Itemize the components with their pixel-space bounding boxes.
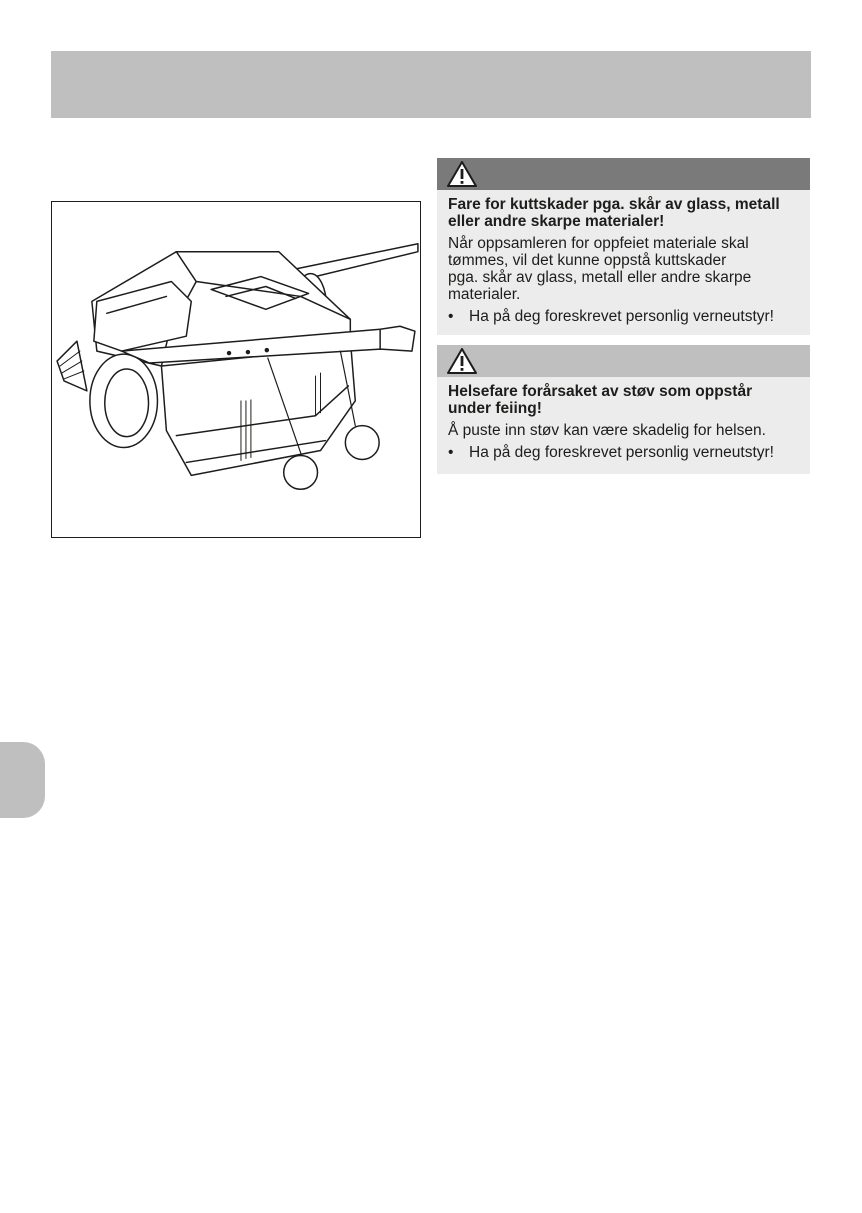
warning-title	[448, 383, 802, 417]
warning-bullet-text: Ha på deg foreskrevet personlig verneutstyr!	[469, 444, 774, 461]
warning-triangle-icon	[446, 160, 478, 188]
warning-text	[448, 422, 802, 439]
warning-bullet-text: Ha på deg foreskrevet personlig verneutstyr!	[469, 308, 774, 325]
warning-dust-health	[437, 345, 810, 474]
bullet-symbol: •	[448, 308, 454, 325]
chapter-header-band	[51, 51, 811, 118]
sweeper-illustration	[52, 202, 420, 537]
warning-title-line: eller andre skarpe materialer!	[448, 213, 665, 230]
warning-bullet	[448, 444, 802, 461]
warning-text-line: Når oppsamleren for oppfeiet materiale skal	[448, 235, 749, 252]
warning-title	[448, 196, 802, 230]
chapter-side-tab	[0, 742, 45, 818]
warning-bullet	[448, 308, 802, 325]
warning-text-line: tømmes, vil det kunne oppstå kuttskader	[448, 252, 727, 269]
warning-text-line: pga. skår av glass, metall eller andre skarpe	[448, 269, 752, 286]
warning-cut-injury	[437, 158, 810, 335]
warning-text-line: Å puste inn støv kan være skadelig for helsen.	[448, 422, 766, 439]
warning-header	[437, 345, 810, 377]
warning-text-line: materialer.	[448, 286, 521, 303]
bullet-symbol: •	[448, 444, 454, 461]
product-figure	[51, 201, 421, 538]
warning-header	[437, 158, 810, 190]
warning-title-line: Fare for kuttskader pga. skår av glass, metall	[448, 196, 780, 213]
warning-title-line: Helsefare forårsaket av støv som oppstår	[448, 383, 753, 400]
warning-text	[448, 235, 802, 303]
warning-triangle-icon	[446, 347, 478, 375]
warning-title-line: under feiing!	[448, 400, 542, 417]
